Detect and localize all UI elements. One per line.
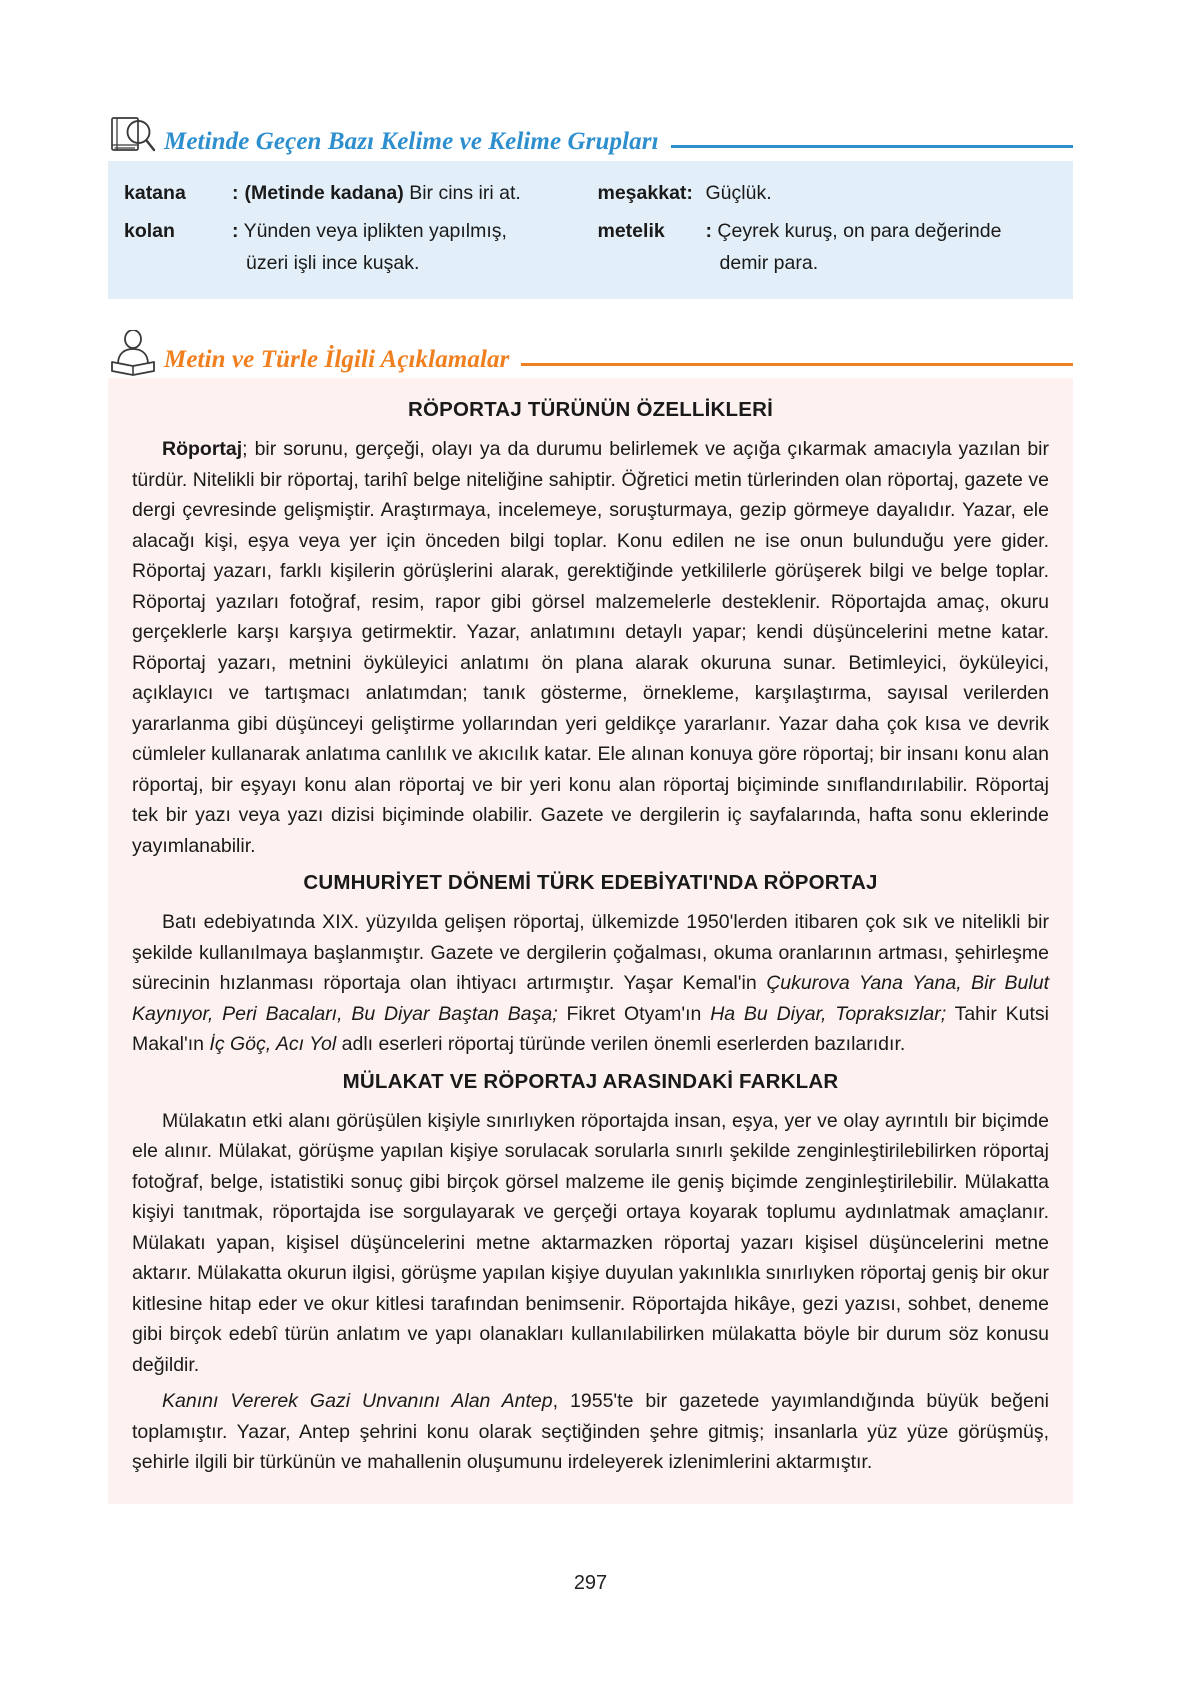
vocabulary-term: kolan: [124, 220, 175, 242]
vocabulary-definition-rest: Çeyrek kuruş, on para değerinde: [717, 220, 1002, 242]
person-reading-book-icon: [108, 330, 164, 376]
vocabulary-term: meşakkat:: [597, 182, 693, 204]
vocabulary-definition-rest: Bir cins iri at.: [403, 182, 521, 204]
vocabulary-colon: :: [232, 182, 239, 204]
vocabulary-section-title: Metinde Geçen Bazı Kelime ve Kelime Grupları: [164, 128, 659, 155]
paragraph-2-part-3: Tahir Kutsi Makal'ın: [132, 1002, 1049, 1055]
vocabulary-definition-continuation: üzeri işli ince kuşak.: [246, 252, 420, 274]
paragraph-2-title-group-1: Çukurova Yana Yana, Bir Bulut Kaynıyor, Peri Bacaları, Bu Diyar Baştan Başa;: [132, 972, 1049, 1025]
article-heading-1: RÖPORTAJ TÜRÜNÜN ÖZELLİKLERİ: [407, 398, 774, 421]
vocabulary-colon: :: [705, 220, 712, 242]
vocabulary-section-header: [108, 112, 1073, 158]
paragraph-2-part-4: adlı eserleri röportaj türünde verilen önemli eserlerden bazılarıdır.: [336, 1033, 906, 1055]
article-paragraph-2: [132, 907, 1049, 1060]
explanation-section-title: Metin ve Türle İlgili Açıklamalar: [164, 346, 510, 373]
vocabulary-definition: [706, 215, 1062, 279]
article-paragraph-4: [132, 1386, 1049, 1478]
paragraph-1-lead-term: Röportaj: [162, 438, 243, 460]
explanation-section: [108, 330, 1073, 1504]
paragraph-2-title-group-3: İç Göç, Acı Yol: [209, 1033, 337, 1055]
vocabulary-entry: [124, 177, 588, 209]
article-body: [108, 378, 1073, 1504]
paragraph-2-part-2: Fikret Otyam'ın: [557, 1002, 711, 1025]
vocabulary-column-left: [124, 177, 588, 279]
vocabulary-section: [108, 112, 1073, 299]
vocabulary-term: metelik: [597, 220, 665, 242]
vocabulary-header-rule: [671, 145, 1073, 148]
vocabulary-entry: [124, 215, 588, 279]
vocabulary-entry: [598, 215, 1062, 279]
article-paragraph-3: Mülakatın etki alanı görüşülen kişiyle sınırlıyken röportajda insan, eşya, yer ve olay ayrıntılı bir biçimde ele alınır. Mülakat, görüşme yapılan kişiye sorulacak sorularla sınırlı şekilde zenginleştirilebilirken röportaj fotoğraf, belge, istatistiki sonuç gibi birçok görsel malzeme ile geniş biçimde zenginleştirilebilir. Mülakatta kişiyi tanıtmak, röportajda ise sorgulayarak ve gerçeği ortaya koyarak toplumu aydınlatmak amaçlanır. Mülakatı yapan, kişisel düşüncelerini metne aktarmazken röportaj yazarı kişisel düşüncelerini metne aktarır. Mülakatta okurun ilgisi, görüşme yapılan kişiye duyulan yakınlıkla sınırlıyken röportaj geniş bir okur kitlesine hitap eder ve okur kitlesi tarafından benimsenir. Röportajda hikâye, gezi yazısı, sohbet, deneme gibi birçok edebî türün anlatım ve yapı olanakları kullanılabilirken mülakatta böyle bir durum söz konusu değildir.: [132, 1109, 1049, 1376]
vocabulary-column-right: [588, 177, 1062, 279]
page-number: 297: [573, 1572, 608, 1594]
vocabulary-term: katana: [124, 182, 186, 204]
vocabulary-definition-rest: Yünden veya iplikten yapılmış,: [243, 220, 507, 242]
vocabulary-definition: [232, 177, 588, 209]
paragraph-2-title-group-2: Ha Bu Diyar, Topraksızlar;: [710, 1002, 947, 1025]
vocabulary-box: [108, 161, 1073, 299]
vocabulary-definition: [232, 215, 588, 279]
paragraph-1-body: ; bir sorunu, gerçeği, olayı ya da durumu belirlemek ve açığa çıkarmak amacıyla yazılan bir türdür. Nitelikli bir röportaj, tarihî belge niteliğine sahiptir. Öğretici metin türlerinden olan röportaj, gazete ve dergi çevresinde gelişmiştir. Araştırmaya, incelemeye, soruşturmaya, gezip görmeye dayalıdır. Yazar, ele alacağı kişi, eşya veya yer için önceden bilgi toplar. Konu edilen ne ise onun bulunduğu yere gider. Röportaj yazarı, farklı kişilerin görüşlerini alarak, gerektiğinde yetkililerle görüşerek bilgi ve belge toplar. Röportaj yazıları fotoğraf, resim, rapor gibi görsel malzemelerle desteklenir. Röportajda amaç, okuru gerçeklerle karşı karşıya getirmektir. Yazar, anlatımını detaylı yapar; kendi düşüncelerini metne katar. Röportaj yazarı, metnini öyküleyici anlatımı ön plana alarak okuruna sunar. Betimleyici, öyküleyici, açıklayıcı ve tartışmacı anlatımdan; tanık gösterme, örnekleme, karşılaştırma, sayısal verilerden yararlanma gibi düşünceyi geliştirme yollarından yeri geldikçe yararlanır. Yazar daha çok kısa ve devrik cümleler kullanarak anlatıma canlılık ve akıcılık katar. Ele alınan konuya göre röportaj; bir insanı konu alan röportaj, bir eşyayı konu alan röportaj ve bir yeri konu alan röportaj biçiminde sınıflandırılabilir. Röportaj tek bir yazı veya yazı dizisi biçiminde olabilir. Gazete ve dergilerin iç sayfalarında, hafta sonu eklerinde yayımlanabilir.: [132, 438, 1049, 857]
explanation-section-header: [108, 330, 1073, 376]
vocabulary-definition: Güçlük.: [705, 182, 772, 204]
vocabulary-definition-bold: (Metinde kadana): [244, 182, 404, 204]
vocabulary-definition-continuation: demir para.: [719, 252, 819, 274]
paragraph-4-body: , 1955'te bir gazetede yayımlandığında büyük beğeni toplamıştır. Yazar, Antep şehrini konu olarak seçtiğinden şehre gitmiş; insanlarla yüz yüze görüşmüş, şehirle ilgili bir türkünün ve mahallenin oluşumunu irdeleyerek izlenimlerini aktarmıştır.: [132, 1390, 1049, 1473]
vocabulary-entry: [598, 177, 1062, 209]
article-paragraph-1: [132, 434, 1049, 861]
article-heading-3: MÜLAKAT VE RÖPORTAJ ARASINDAKİ FARKLAR: [342, 1069, 839, 1093]
vocabulary-colon: :: [232, 220, 239, 242]
explanation-header-rule: [521, 363, 1073, 366]
paragraph-2-part-1: Batı edebiyatında XIX. yüzyılda gelişen röportaj, ülkemizde 1950'lerden itibaren çok sık ve nitelikli bir şekilde kullanılmaya başlanmıştır. Gazete ve dergilerin çoğalması, okuma oranlarının artması, şehirleşme sürecinin hızlanması röportaja olan ihtiyacı artırmıştır. Yaşar Kemal'in: [132, 911, 1049, 994]
paragraph-4-work-title: Kanını Vererek Gazi Unvanını Alan Antep: [162, 1390, 553, 1412]
article-heading-2: CUMHURİYET DÖNEMİ TÜRK EDEBİYATI'NDA RÖPORTAJ: [303, 871, 878, 894]
book-magnifier-icon: [108, 112, 164, 158]
